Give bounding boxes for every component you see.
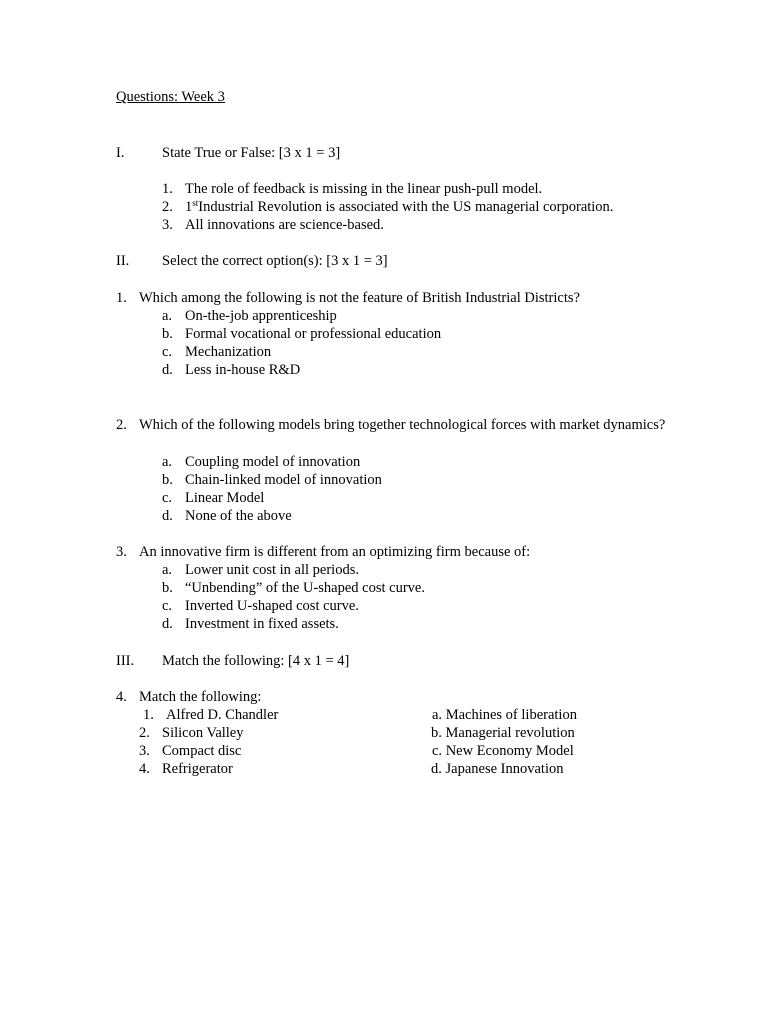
match-left-number: 1.: [143, 707, 154, 723]
match-right-item: d. Japanese Innovation: [431, 761, 564, 777]
match-left-number: 3.: [139, 743, 150, 759]
match-left-number: 4.: [139, 761, 150, 777]
question-number: 1.: [116, 290, 127, 306]
tf-item-text: 1stIndustrial Revolution is associated with the US managerial corporation.: [185, 198, 614, 215]
match-left-number: 2.: [139, 725, 150, 741]
option-letter: d.: [162, 362, 173, 378]
option-letter: b.: [162, 472, 173, 488]
match-right-item: c. New Economy Model: [432, 743, 574, 759]
match-right-item: a. Machines of liberation: [432, 707, 577, 723]
section-2-numeral: II.: [116, 253, 130, 269]
option-letter: a.: [162, 562, 173, 578]
option-letter: c.: [162, 598, 173, 614]
section-3-heading: Match the following: [4 x 1 = 4]: [162, 653, 350, 669]
match-left-text: Silicon Valley: [162, 725, 244, 741]
page-title: Questions: Week 3: [116, 89, 225, 105]
option-letter: c.: [162, 344, 173, 360]
section-2-heading: Select the correct option(s): [3 x 1 = 3]: [162, 253, 388, 269]
tf-item-number: 2.: [162, 199, 173, 215]
tf-item-text: All innovations are science-based.: [185, 217, 384, 233]
question-text: An innovative firm is different from an optimizing firm because of:: [139, 544, 531, 560]
option-text: Formal vocational or professional education: [185, 326, 442, 342]
superscript: st: [192, 198, 199, 208]
match-right-item: b. Managerial revolution: [431, 725, 575, 741]
tf-item-text: The role of feedback is missing in the linear push-pull model.: [185, 181, 543, 197]
question-number: 4.: [116, 689, 127, 705]
question-number: 2.: [116, 417, 127, 433]
option-letter: b.: [162, 580, 173, 596]
option-text: Inverted U-shaped cost curve.: [185, 598, 359, 614]
option-text: Chain-linked model of innovation: [185, 472, 382, 488]
option-text: Less in-house R&D: [185, 362, 301, 378]
question-text: Which among the following is not the feature of British Industrial Districts?: [139, 290, 580, 306]
option-text: Linear Model: [185, 490, 265, 506]
option-text: “Unbending” of the U-shaped cost curve.: [185, 580, 425, 596]
tf-item-number: 3.: [162, 217, 173, 233]
option-letter: b.: [162, 326, 173, 342]
option-text: Coupling model of innovation: [185, 454, 361, 470]
question-text: Which of the following models bring together technological forces with market dynamics?: [139, 417, 666, 433]
match-left-text: Alfred D. Chandler: [166, 707, 279, 723]
question-text: Match the following:: [139, 689, 262, 705]
option-letter: d.: [162, 616, 173, 632]
option-letter: a.: [162, 308, 173, 324]
match-left-text: Refrigerator: [162, 761, 233, 777]
option-letter: d.: [162, 508, 173, 524]
option-text: Mechanization: [185, 344, 272, 360]
tf-item-number: 1.: [162, 181, 173, 197]
option-text: Investment in fixed assets.: [185, 616, 339, 632]
option-text: On-the-job apprenticeship: [185, 308, 337, 324]
option-text: None of the above: [185, 508, 292, 524]
section-1-numeral: I.: [116, 145, 125, 161]
question-number: 3.: [116, 544, 127, 560]
option-text: Lower unit cost in all periods.: [185, 562, 359, 578]
section-1-heading: State True or False: [3 x 1 = 3]: [162, 145, 341, 161]
option-letter: c.: [162, 490, 173, 506]
section-3-numeral: III.: [116, 653, 135, 669]
option-letter: a.: [162, 454, 173, 470]
match-left-text: Compact disc: [162, 743, 242, 759]
